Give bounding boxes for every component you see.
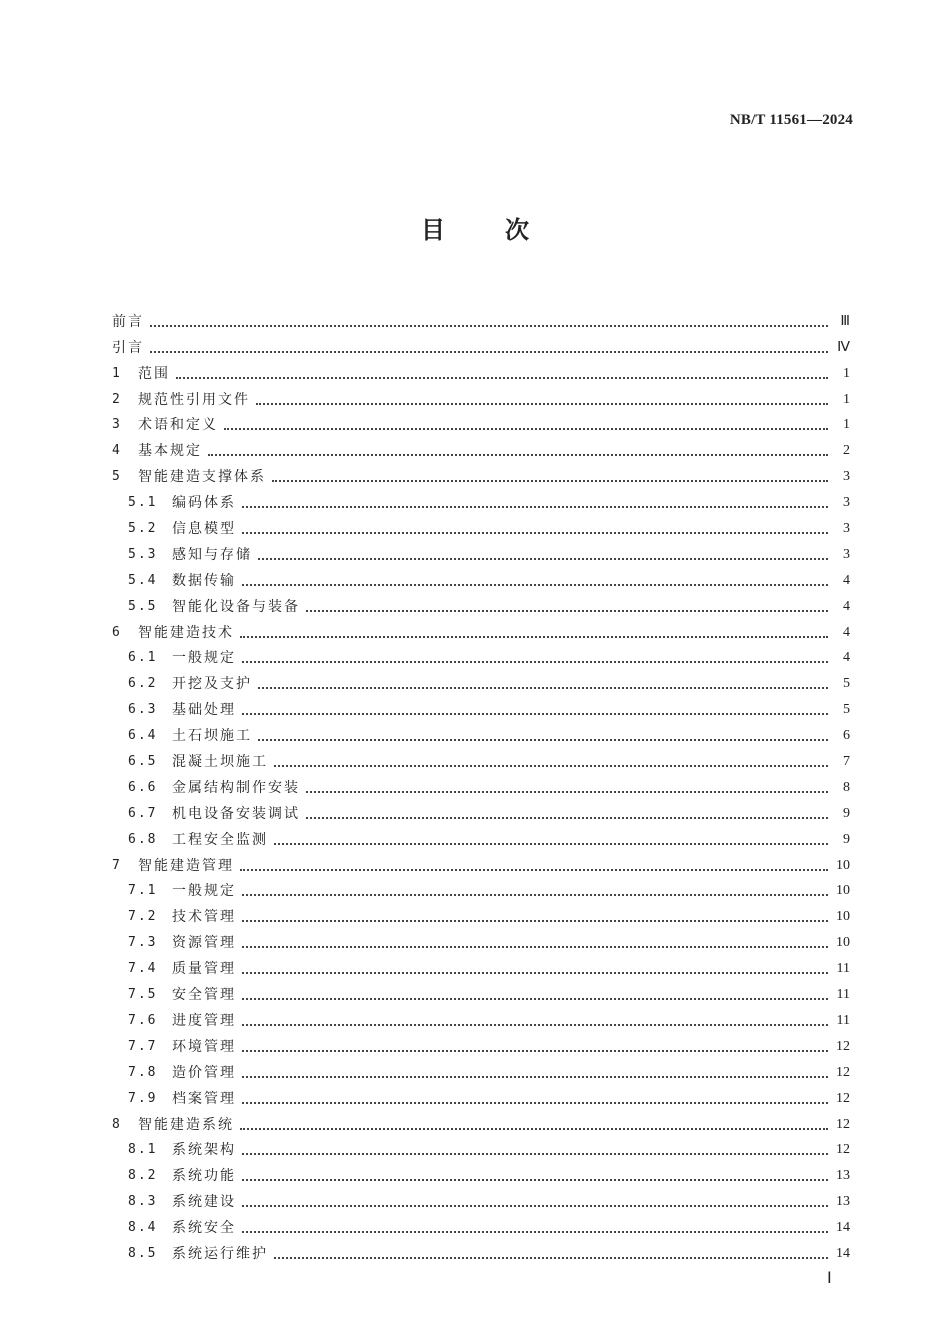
- toc-entry-number: 7.6: [128, 1012, 158, 1028]
- toc-entry-page: 10: [836, 935, 850, 951]
- toc-entry[interactable]: [112, 357, 850, 383]
- toc-entry-number: 6.3: [128, 702, 158, 718]
- toc-entry-page: 3: [843, 521, 850, 537]
- toc-entry-title: 术语和定义: [138, 417, 218, 434]
- dot-leader: [240, 636, 828, 638]
- toc-entry[interactable]: [112, 642, 850, 668]
- dot-leader: [258, 739, 828, 741]
- toc-entry-number: 6.7: [128, 805, 158, 821]
- toc-entry-page: 12: [836, 1064, 850, 1080]
- toc-entry-title: 安全管理: [172, 987, 236, 1004]
- toc-entry[interactable]: [112, 823, 850, 849]
- toc-entry-page: 1: [843, 391, 850, 407]
- dot-leader: [306, 817, 828, 819]
- toc-entry-title: 技术管理: [172, 909, 236, 926]
- toc-entry-number: 5.4: [128, 572, 158, 588]
- dot-leader: [242, 920, 828, 922]
- dot-leader: [240, 869, 828, 871]
- toc-entry[interactable]: [112, 900, 850, 926]
- toc-entry[interactable]: [112, 875, 850, 901]
- toc-entry-title: 规范性引用文件: [138, 391, 250, 408]
- toc-entry[interactable]: [112, 1211, 850, 1237]
- toc-entry-number: 6: [112, 624, 122, 640]
- toc-entry-number: 5: [112, 469, 122, 485]
- dot-leader: [274, 1257, 828, 1259]
- toc-entry-page: 3: [843, 546, 850, 562]
- toc-entry-title: 系统安全: [172, 1220, 236, 1237]
- toc-entry[interactable]: [112, 486, 850, 512]
- toc-entry-page: 12: [836, 1116, 850, 1132]
- toc-entry[interactable]: [112, 693, 850, 719]
- toc-entry-number: 8.3: [128, 1194, 158, 1210]
- toc-entry[interactable]: [112, 1004, 850, 1030]
- toc-entry-page: 12: [836, 1090, 850, 1106]
- standard-code: NB/T 11561—2024: [729, 112, 853, 128]
- toc-entry[interactable]: [112, 512, 850, 538]
- toc-entry-number: 8.4: [128, 1220, 158, 1236]
- toc-entry-title: 系统建设: [172, 1194, 236, 1211]
- dot-leader: [258, 687, 828, 689]
- toc-entry[interactable]: [112, 616, 850, 642]
- toc-entry-page: 13: [836, 1194, 850, 1210]
- toc-entry-title: 一般规定: [172, 883, 236, 900]
- toc-entry-title: 智能建造管理: [138, 857, 234, 874]
- toc-entry-number: 6.1: [128, 650, 158, 666]
- toc-entry[interactable]: [112, 1185, 850, 1211]
- toc-entry-page: 2: [843, 443, 850, 459]
- toc-entry[interactable]: [112, 771, 850, 797]
- toc-entry[interactable]: [112, 797, 850, 823]
- toc-entry[interactable]: [112, 978, 850, 1004]
- toc-entry-page: 6: [843, 728, 850, 744]
- toc-entry-number: 6.4: [128, 728, 158, 744]
- toc-entry-title: 基本规定: [138, 443, 202, 460]
- toc-entry-title: 智能化设备与装备: [172, 598, 300, 615]
- toc-entry[interactable]: [112, 745, 850, 771]
- toc-entry-page: 3: [843, 469, 850, 485]
- table-of-contents: [112, 305, 850, 1263]
- toc-entry-number: 3: [112, 417, 122, 433]
- toc-entry-number: 2: [112, 391, 122, 407]
- dot-leader: [258, 558, 828, 560]
- toc-entry[interactable]: [112, 383, 850, 409]
- toc-entry-title: 信息模型: [172, 521, 236, 538]
- toc-entry[interactable]: [112, 1108, 850, 1134]
- toc-entry-title: 感知与存储: [172, 546, 252, 563]
- page-title: [0, 210, 950, 245]
- dot-leader: [242, 1179, 828, 1181]
- dot-leader: [224, 428, 828, 430]
- toc-entry-title: 环境管理: [172, 1038, 236, 1055]
- dot-leader: [242, 1076, 828, 1078]
- toc-entry-number: 7: [112, 857, 122, 873]
- toc-entry[interactable]: [112, 538, 850, 564]
- toc-entry-page: 1: [843, 417, 850, 433]
- toc-entry[interactable]: [112, 305, 850, 331]
- toc-entry-title: 系统功能: [172, 1168, 236, 1185]
- toc-entry-page: 7: [843, 754, 850, 770]
- dot-leader: [150, 325, 828, 327]
- toc-entry-number: 6.6: [128, 779, 158, 795]
- toc-entry[interactable]: [112, 926, 850, 952]
- dot-leader: [240, 1128, 828, 1130]
- toc-entry[interactable]: [112, 849, 850, 875]
- toc-entry-page: 11: [836, 961, 850, 977]
- dot-leader: [242, 1205, 828, 1207]
- dot-leader: [176, 377, 828, 379]
- dot-leader: [274, 765, 828, 767]
- toc-entry-title: 开挖及支护: [172, 676, 252, 693]
- toc-entry-number: 7.8: [128, 1064, 158, 1080]
- toc-entry-title: 造价管理: [172, 1064, 236, 1081]
- toc-entry-number: 6.2: [128, 676, 158, 692]
- toc-entry-page: 14: [836, 1220, 850, 1236]
- dot-leader: [242, 946, 828, 948]
- toc-entry-number: 5.5: [128, 598, 158, 614]
- dot-leader: [242, 584, 828, 586]
- dot-leader: [208, 454, 828, 456]
- dot-leader: [242, 1050, 828, 1052]
- toc-entry[interactable]: [112, 590, 850, 616]
- toc-entry-page: 4: [843, 598, 850, 614]
- toc-entry-page: 13: [836, 1168, 850, 1184]
- toc-entry-page: 5: [843, 702, 850, 718]
- toc-entry[interactable]: [112, 460, 850, 486]
- dot-leader: [272, 480, 828, 482]
- toc-entry-page: 9: [843, 805, 850, 821]
- toc-entry-title: 一般规定: [172, 650, 236, 667]
- dot-leader: [242, 532, 828, 534]
- toc-entry-page: Ⅳ: [837, 339, 850, 355]
- toc-entry-title: 智能建造系统: [138, 1116, 234, 1133]
- toc-entry-title: 质量管理: [172, 961, 236, 978]
- toc-entry[interactable]: [112, 1082, 850, 1108]
- toc-entry[interactable]: [112, 667, 850, 693]
- toc-entry-page: 9: [843, 831, 850, 847]
- toc-entry-number: 1: [112, 365, 122, 381]
- dot-leader: [306, 791, 828, 793]
- toc-entry-title: 机电设备安装调试: [172, 805, 300, 822]
- toc-entry-number: 7.1: [128, 883, 158, 899]
- toc-entry-page: 5: [843, 676, 850, 692]
- toc-entry[interactable]: [112, 1056, 850, 1082]
- toc-entry-page: 12: [836, 1038, 850, 1054]
- toc-entry-number: 8.1: [128, 1142, 158, 1158]
- toc-entry-page: 8: [843, 779, 850, 795]
- dot-leader: [242, 894, 828, 896]
- toc-entry-title: 智能建造技术: [138, 624, 234, 641]
- toc-entry-page: 12: [836, 1142, 850, 1158]
- toc-entry-number: 6.5: [128, 754, 158, 770]
- title-char-2: 次: [505, 216, 529, 244]
- toc-entry-page: 3: [843, 495, 850, 511]
- dot-leader: [274, 843, 828, 845]
- toc-entry-page: 10: [836, 909, 850, 925]
- dot-leader: [242, 506, 828, 508]
- dot-leader: [256, 403, 828, 405]
- toc-entry-title: 档案管理: [172, 1090, 236, 1107]
- toc-entry-page: 1: [843, 365, 850, 381]
- toc-entry-title: 系统架构: [172, 1142, 236, 1159]
- toc-entry-page: 11: [836, 987, 850, 1003]
- toc-entry-title: 编码体系: [172, 495, 236, 512]
- toc-entry-title: 混凝土坝施工: [172, 754, 268, 771]
- toc-entry-number: 5.1: [128, 495, 158, 511]
- toc-entry-number: 8: [112, 1116, 122, 1132]
- toc-entry-title: 前言: [112, 313, 144, 330]
- page-folio: Ⅰ: [827, 1270, 832, 1287]
- toc-entry[interactable]: [112, 564, 850, 590]
- dot-leader: [242, 998, 828, 1000]
- dot-leader: [306, 610, 828, 612]
- toc-entry-page: 4: [843, 624, 850, 640]
- toc-entry-number: 5.3: [128, 546, 158, 562]
- toc-entry-title: 智能建造支撑体系: [138, 469, 266, 486]
- title-char-1: 目: [421, 216, 445, 244]
- toc-entry-page: 10: [836, 883, 850, 899]
- toc-entry[interactable]: [112, 434, 850, 460]
- toc-entry-number: 8.2: [128, 1168, 158, 1184]
- toc-entry-number: 7.5: [128, 987, 158, 1003]
- toc-entry-title: 资源管理: [172, 935, 236, 952]
- toc-entry-number: 4: [112, 443, 122, 459]
- toc-entry-number: 7.7: [128, 1038, 158, 1054]
- toc-entry-page: 11: [836, 1012, 850, 1028]
- toc-entry-title: 引言: [112, 339, 144, 356]
- toc-entry-number: 7.4: [128, 961, 158, 977]
- toc-entry-title: 系统运行维护: [172, 1245, 268, 1262]
- toc-entry[interactable]: [112, 952, 850, 978]
- toc-entry-title: 工程安全监测: [172, 831, 268, 848]
- toc-entry-page: 14: [836, 1245, 850, 1261]
- toc-entry-title: 金属结构制作安装: [172, 779, 300, 796]
- dot-leader: [150, 351, 828, 353]
- dot-leader: [242, 713, 828, 715]
- toc-entry-title: 进度管理: [172, 1012, 236, 1029]
- dot-leader: [242, 1231, 828, 1233]
- dot-leader: [242, 661, 828, 663]
- toc-entry[interactable]: [112, 719, 850, 745]
- toc-entry[interactable]: [112, 331, 850, 357]
- toc-entry-number: 8.5: [128, 1245, 158, 1261]
- dot-leader: [242, 972, 828, 974]
- toc-entry[interactable]: [112, 1159, 850, 1185]
- toc-entry[interactable]: [112, 1030, 850, 1056]
- toc-entry-page: 4: [843, 572, 850, 588]
- toc-entry[interactable]: [112, 409, 850, 435]
- toc-entry-number: 5.2: [128, 521, 158, 537]
- toc-entry-page: 10: [836, 857, 850, 873]
- toc-entry-title: 范围: [138, 365, 170, 382]
- dot-leader: [242, 1102, 828, 1104]
- dot-leader: [242, 1153, 828, 1155]
- toc-entry-number: 7.2: [128, 909, 158, 925]
- toc-entry-title: 基础处理: [172, 702, 236, 719]
- toc-entry[interactable]: [112, 1237, 850, 1263]
- toc-entry-page: 4: [843, 650, 850, 666]
- toc-entry-number: 7.9: [128, 1090, 158, 1106]
- dot-leader: [242, 1024, 828, 1026]
- toc-entry-title: 土石坝施工: [172, 728, 252, 745]
- toc-entry-number: 7.3: [128, 935, 158, 951]
- toc-entry-title: 数据传输: [172, 572, 236, 589]
- toc-entry-number: 6.8: [128, 831, 158, 847]
- toc-entry-page: Ⅲ: [840, 313, 850, 329]
- toc-entry[interactable]: [112, 1134, 850, 1160]
